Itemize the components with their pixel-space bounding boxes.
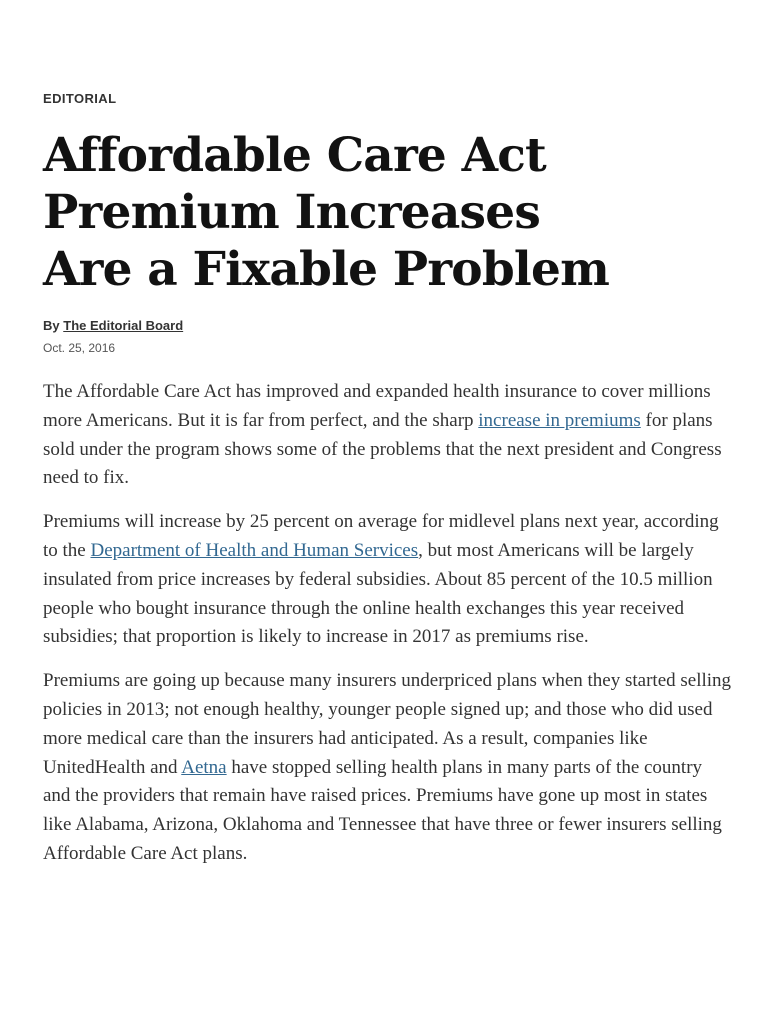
paragraph-1 bbox=[43, 378, 733, 493]
aetna-link[interactable]: Aetna bbox=[181, 756, 227, 778]
section-kicker: EDITORIAL bbox=[43, 91, 117, 106]
article-body bbox=[43, 378, 733, 884]
byline-prefix: By bbox=[43, 318, 60, 333]
publish-date: Oct. 25, 2016 bbox=[43, 341, 116, 355]
article-headline bbox=[43, 127, 733, 298]
byline bbox=[43, 318, 183, 334]
paragraph-2 bbox=[43, 508, 733, 652]
paragraph-1-text-a: The Affordable Care Act has improved and expanded health insurance to cover millions more Americans. But it is far from perfect, and the sharp bbox=[43, 381, 711, 431]
paragraph-1-text-b: for plans sold under the program shows some of the problems that the next president and Congress need to fix. bbox=[43, 409, 722, 489]
paragraph-2-text-a: Premiums will increase by 25 percent on average for midlevel plans next year, according to the bbox=[43, 511, 719, 561]
paragraph-3-text-b: have stopped selling health plans in many parts of the country and the providers that remain have raised prices. Premiums have gone up most in states like Alabama, Arizona, Oklahoma and Tennessee that have three or fewer insurers selling Affordable Care Act plans. bbox=[43, 756, 722, 864]
paragraph-2-text-b: , but most Americans will be largely insulated from price increases by federal subsidies. About 85 percent of the 10.5 million people who bought insurance through the online health exchanges this year received subsidies; that proportion is likely to increase in 2017 as premiums rise. bbox=[43, 539, 713, 648]
hhs-link[interactable]: Department of Health and Human Services bbox=[90, 539, 419, 561]
headline-line-2: Premium Increases bbox=[43, 185, 540, 240]
paragraph-3 bbox=[43, 667, 733, 869]
author-link[interactable]: The Editorial Board bbox=[63, 318, 184, 333]
paragraph-3-text-a: Premiums are going up because many insurers underpriced plans when they started selling policies in 2013; not enough healthy, younger people signed up; and those who did used more medical care than the insurers had anticipated. As a result, companies like UnitedHealth and bbox=[43, 670, 732, 778]
premium-increase-link[interactable]: increase in premiums bbox=[478, 409, 641, 431]
headline-line-1: Affordable Care Act bbox=[43, 128, 546, 183]
headline-line-3: Are a Fixable Problem bbox=[43, 242, 609, 297]
